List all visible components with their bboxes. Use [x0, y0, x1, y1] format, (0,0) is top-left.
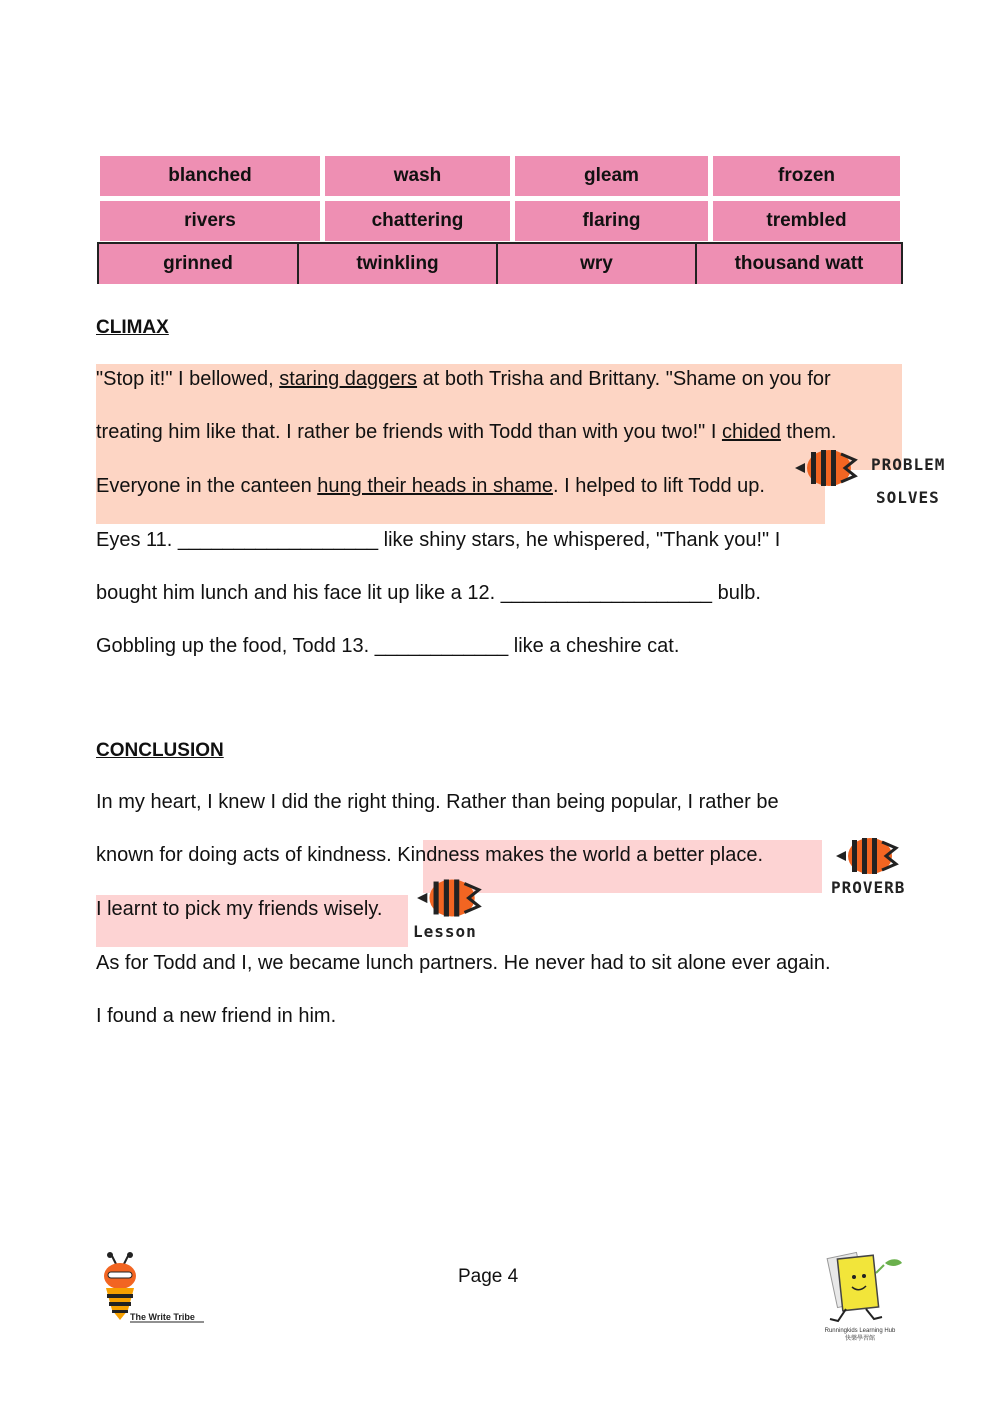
climax-line-1: "Stop it!" I bellowed, staring daggers at both Trisha and Brittany. "Shame on you for [96, 368, 831, 390]
runningkids-logo-text-cn: 快樂學習館 [844, 1335, 876, 1342]
word-bank-row-2 [100, 201, 900, 241]
word-bank-cell: rivers [100, 201, 320, 241]
write-tribe-logo [98, 1250, 208, 1325]
bee-icon [833, 834, 903, 878]
word-bank-cell: blanched [100, 156, 320, 196]
climax-line-3: Everyone in the canteen hung their heads in shame. I helped to lift Todd up. [96, 475, 765, 497]
climax-line-5: bought him lunch and his face lit up like a 12. ___________________ bulb. [96, 582, 761, 604]
bee-icon [415, 875, 485, 921]
word-bank-cell: thousand watt [697, 244, 901, 284]
write-tribe-logo-text: The Write Tribe [130, 1312, 195, 1322]
word-bank-cell: grinned [99, 244, 299, 284]
word-bank-cell: gleam [515, 156, 708, 196]
page-number: Page 4 [458, 1266, 519, 1287]
word-bank-row-3 [97, 242, 903, 284]
problem-solves-tag: SOLVES [876, 488, 940, 507]
conclusion-heading: CONCLUSION [96, 740, 224, 761]
runningkids-logo-text: Runningkids Learning Hub [824, 1328, 896, 1334]
word-bank-cell: flaring [515, 201, 708, 241]
word-bank-cell: wry [498, 244, 697, 284]
word-bank-cell: frozen [713, 156, 900, 196]
word-bank-cell: trembled [713, 201, 900, 241]
conclusion-line-5: I found a new friend in him. [96, 1005, 337, 1027]
word-bank-cell: chattering [325, 201, 510, 241]
word-bank-row-1 [100, 156, 900, 196]
word-bank-cell: twinkling [299, 244, 498, 284]
climax-line-4: Eyes 11. __________________ like shiny stars, he whispered, "Thank you!" I [96, 529, 781, 551]
proverb-tag: PROVERB [831, 878, 906, 897]
conclusion-line-3: I learnt to pick my friends wisely. [96, 898, 383, 920]
word-bank-cell: wash [325, 156, 510, 196]
problem-solves-tag: PROBLEM [871, 455, 946, 474]
bee-icon [793, 446, 861, 490]
lesson-tag: Lesson [413, 922, 477, 941]
climax-heading: CLIMAX [96, 317, 169, 338]
climax-line-2: treating him like that. I rather be friends with Todd than with you two!" I chided them. [96, 421, 837, 443]
conclusion-line-1: In my heart, I knew I did the right thing. Rather than being popular, I rather be [96, 791, 779, 813]
conclusion-line-2: known for doing acts of kindness. Kindness makes the world a better place. [96, 844, 764, 866]
runningkids-logo [810, 1245, 910, 1345]
climax-line-6: Gobbling up the food, Todd 13. ____________ like a cheshire cat. [96, 635, 680, 657]
conclusion-line-4: As for Todd and I, we became lunch partners. He never had to sit alone ever again. [96, 952, 831, 974]
